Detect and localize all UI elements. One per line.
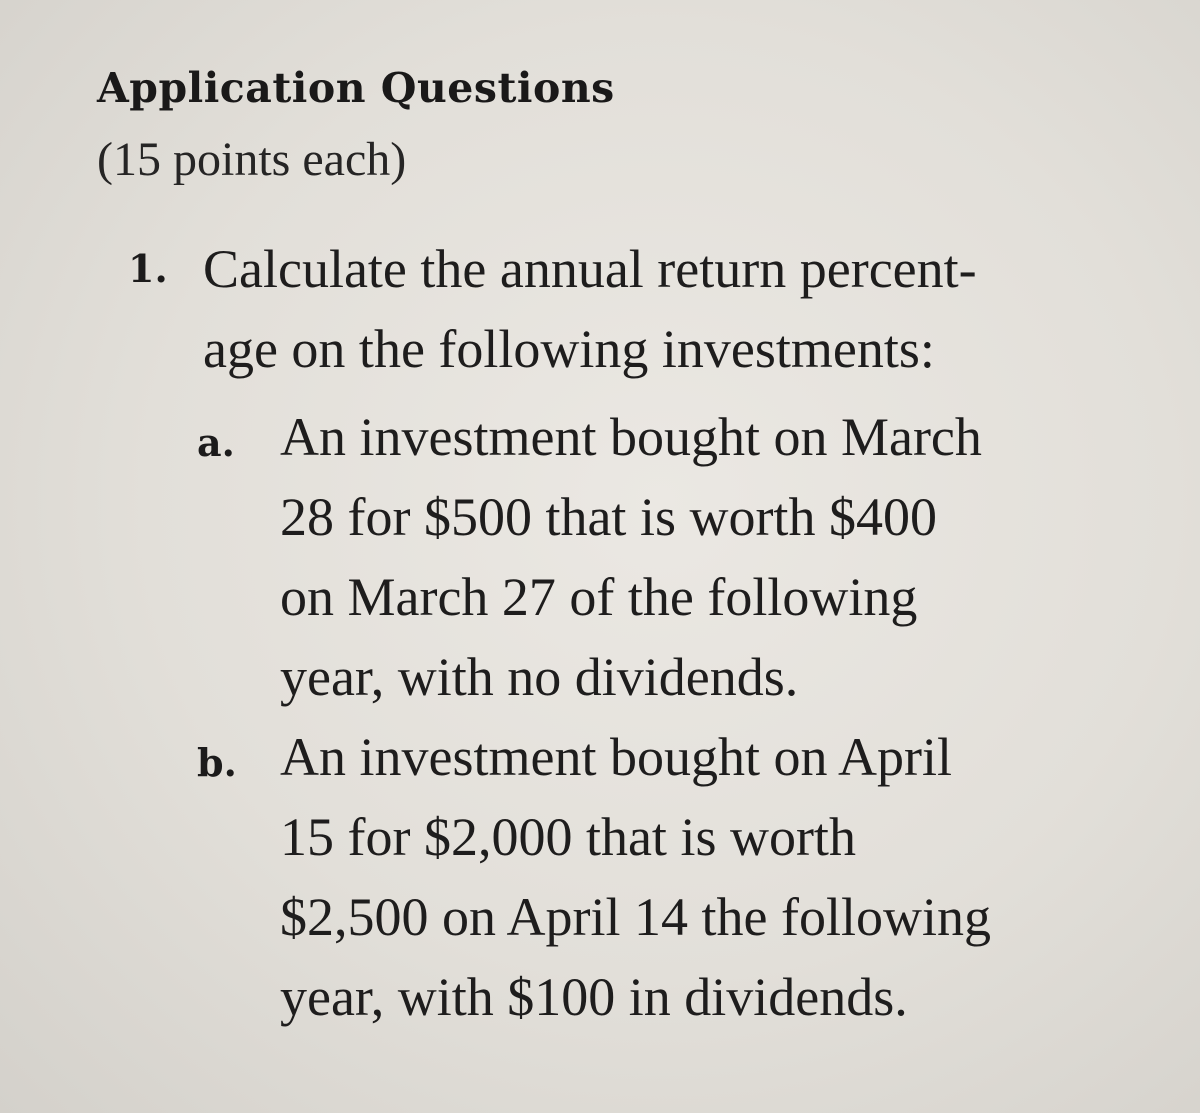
item-b-line: 15 for $2,000 that is worth (280, 807, 856, 867)
item-a-line: on March 27 of the following (280, 567, 918, 627)
question-text-line: age on the following investments: (203, 319, 935, 379)
section-subtitle: (15 points each) (97, 133, 407, 186)
item-a-line: 28 for $500 that is worth $400 (280, 487, 937, 547)
item-b-line: year, with $100 in dividends. (280, 967, 908, 1027)
item-label-a: a. (197, 420, 235, 465)
question-text-line: Calculate the annual return percent- (203, 239, 977, 299)
item-a-line: year, with no dividends. (280, 647, 799, 707)
question-number: 1. (128, 246, 168, 291)
item-b-line: An investment bought on April (280, 727, 952, 787)
section-title: Application Questions (97, 64, 615, 112)
item-b-line: $2,500 on April 14 the following (280, 887, 991, 947)
item-label-b: b. (197, 740, 237, 785)
item-a-line: An investment bought on March (280, 407, 982, 467)
